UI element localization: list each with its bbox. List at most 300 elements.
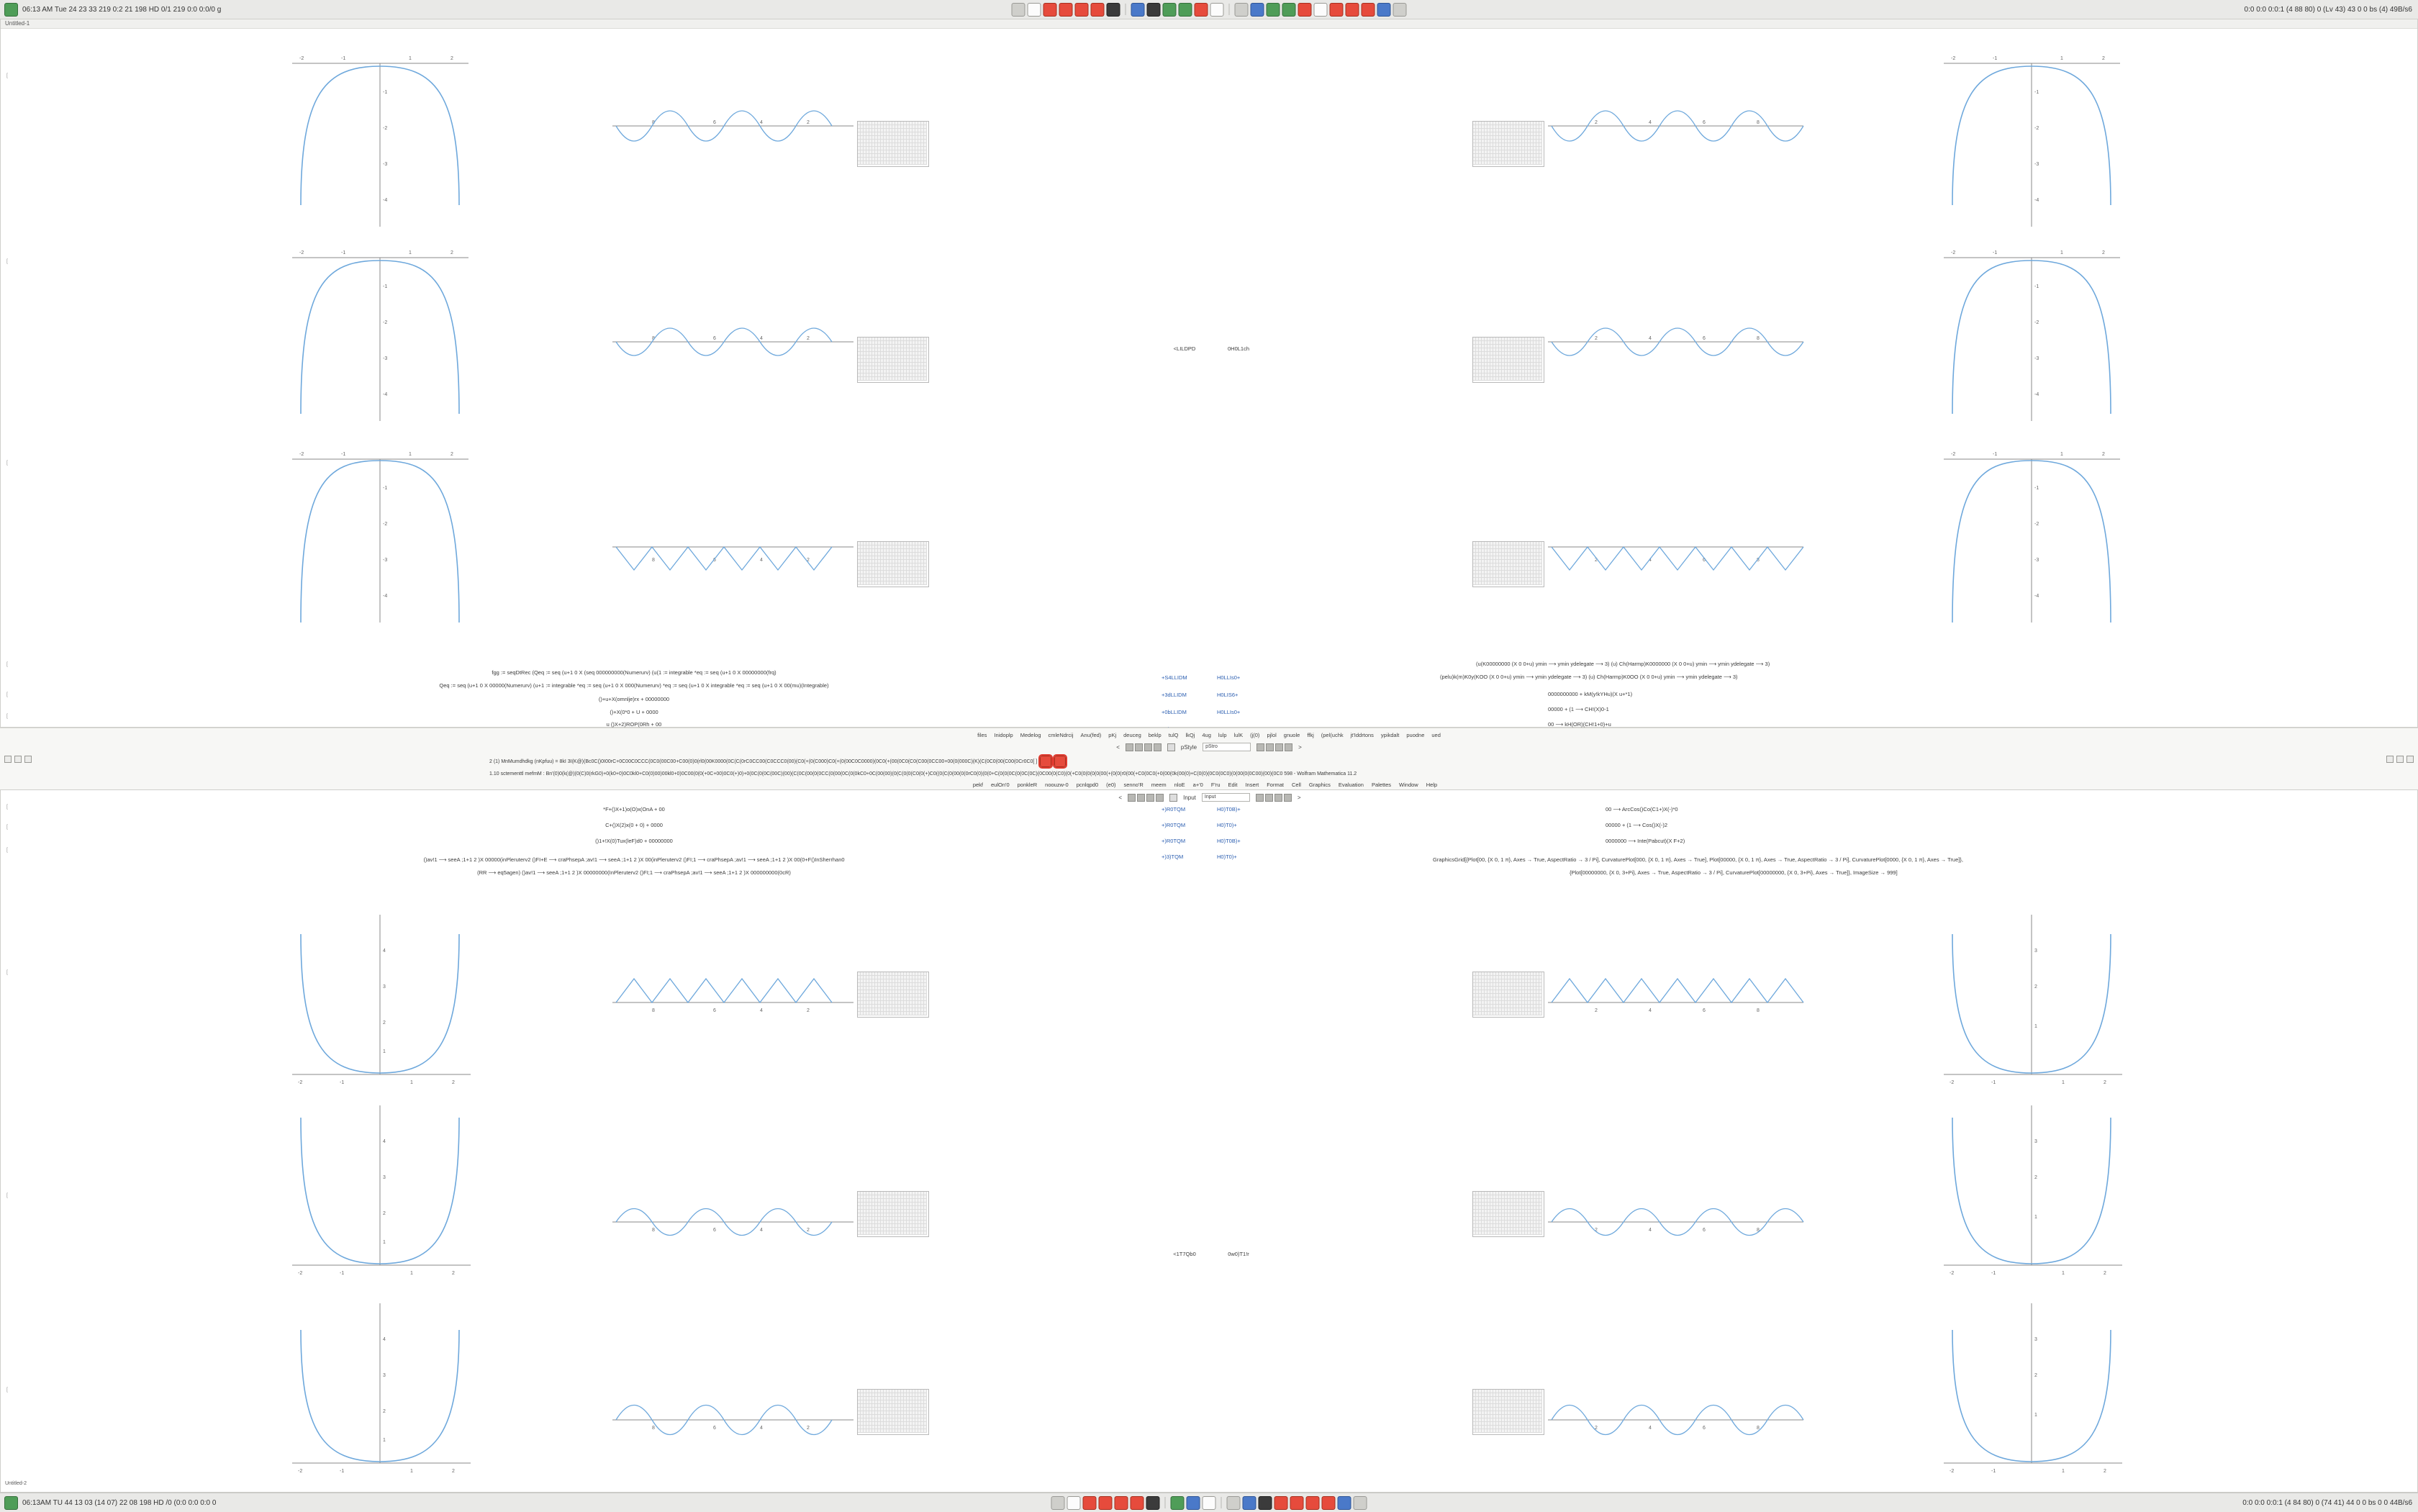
camera-icon[interactable] <box>1146 1496 1160 1510</box>
terminal-icon[interactable] <box>1147 3 1161 17</box>
toolbar-button-group-left[interactable] <box>1128 794 1164 802</box>
save-icon[interactable] <box>1171 1496 1185 1510</box>
menu-item[interactable]: cmleNdrcij <box>1048 731 1074 738</box>
code-line[interactable]: Qeq := seq (u+1 0 X 00000(Numerurv) (u+1 := integrable *eq := seq (u+1 0 X 000(Numerurv) *eq := seq (u+1 0 X integrable *eq := seq (u+1 0 X 00(mu)(Integrable) <box>439 682 829 689</box>
svg-text:-4: -4 <box>2034 198 2039 203</box>
save-icon[interactable] <box>1179 3 1192 17</box>
svg-text:2: 2 <box>452 1469 455 1474</box>
toolbar-right-marker: > <box>1297 794 1301 801</box>
center-pair-right: H0LLIs0+ <box>1217 709 1241 715</box>
menu-item[interactable]: tulQ <box>1168 731 1179 738</box>
recording-icon[interactable] <box>1322 1496 1336 1510</box>
svg-text:-2: -2 <box>2034 126 2039 131</box>
inline-token-left: <1T7Qb0 <box>1173 1251 1196 1257</box>
svg-text:2: 2 <box>2104 1271 2106 1276</box>
svg-text:8: 8 <box>1757 558 1760 563</box>
recording-icon[interactable] <box>1290 1496 1304 1510</box>
svg-text:-1: -1 <box>340 1080 345 1085</box>
tray-divider <box>1229 4 1230 15</box>
folder-icon[interactable] <box>1012 3 1025 17</box>
svg-text:-4: -4 <box>383 392 388 397</box>
window-icon[interactable] <box>1210 3 1224 17</box>
app-icon[interactable] <box>1251 3 1264 17</box>
plot-svg <box>612 533 857 590</box>
cell-style-dropdown[interactable]: Input <box>1202 793 1250 802</box>
menu-item[interactable]: pekf <box>972 782 984 788</box>
menu-item[interactable]: ued <box>1431 731 1441 738</box>
svg-text:1: 1 <box>2060 250 2063 255</box>
code-line[interactable]: ()1+!X(0)Tux(leF)d0 + 00000000 <box>595 838 673 844</box>
svg-text:4: 4 <box>760 1228 763 1233</box>
svg-text:6: 6 <box>1703 336 1706 341</box>
mid-strip[interactable] <box>0 728 2418 791</box>
close-icon[interactable] <box>4 756 12 763</box>
system-bar-left <box>0 1496 216 1510</box>
svg-text:-4: -4 <box>2034 594 2039 599</box>
map-icon[interactable] <box>1314 3 1328 17</box>
notebook-canvas-bottom[interactable]: < Input Input > *F+()X+1)o(O)x(OnA + 00 C+()X(2)x(0 + 0) + 0000 ()1+!X(0)Tux(leF)d0 + 00000000 ()av!1 ⟶ seeA ;1+1 2 )X 00000(inPleruterv2 ()FI+E ⟶ craPhsepA ;av!1 ⟶ seeA ;1+1 2 )X 00(inPleruterv2 ()FI;1 ⟶ craPhsepA ;av!1 ⟶ seeA ;1+1 2 )X 00(0+F()InSherrhan0 (RR ⟶ eq5agen) ()av!1 ⟶ seeA ;1+1 2 )X 00000000(InPleruterv2 ()FI;1 ⟶ craPhsepA ;av!1 ⟶ seeA ;1+1 2 )X 000000000(0cR) 00 ⟶ ArcCos()Co(C1+)X(-)*0 00000 + (1 ⟶ Cos()X(-)2 0000000 ⟶ Inte(Pabcut)(X F+2) GraphicsGrid[{Plot[00, {X 0, 1 π}, Axes → True, AspectRatio → 3 / Pi], CurvaturePlot[000, {X 0, 1 π}, Axes → True], Plot[00000, {X 0, 1 π}, Axes → True, AspectRatio → 3 / Pi], CurvaturePlot[0000, {X 0, 1 π}, Axes → True]}, {Plot[00000000, {X 0, 3+Pi}, Axes → True, AspectRatio → 3 / Pi], CurvaturePlot[00000000, {X 0, 3+Pi}, Axes → True]}, ImageSize → 999] +)R0TQM H0)T0B)+ +)R0TQM H0)T0)+ +)R0TQM H0)T0B)+ +)3)TQM H0)T0)+ -2 -1 1 2 4 3 2 1 -2 -1 1 2 4 3 2 1 -2 -1 1 2 4 3 2 1 8 6 4 2 8 6 4 2 8 6 4 2 2 4 6 8 2 4 6 8 2 4 6 8 -2 -1 1 2 3 2 1 -2 -1 1 2 3 2 1 -2 -1 1 2 3 2 1 <1T7Qb0 0w0)T1!r [ [ [ [ [ [ Untitled-2 <box>1 790 2417 1492</box>
toolbar-square-icon[interactable] <box>1146 794 1154 802</box>
code-line[interactable]: ()+u+X(omnlje)rx + 00000000 <box>598 696 670 702</box>
code-line-right[interactable]: 00000 + (1 ⟶ Cos()X(-)2 <box>1606 822 1667 828</box>
menu-item-cell[interactable]: Graphics <box>1308 782 1331 788</box>
svg-text:-3: -3 <box>383 162 388 167</box>
toolbar-square-icon[interactable] <box>1144 743 1152 751</box>
svg-text:4: 4 <box>383 949 386 954</box>
plot-curvature-bottom-1 <box>285 909 479 1089</box>
toolbar-square-icon[interactable] <box>1137 794 1145 802</box>
code-line-right[interactable]: 0000000000 + kM(y!kYHu)(X u+*1) <box>1548 691 1633 697</box>
plot-wave-bottom-6 <box>1548 1380 1807 1438</box>
svg-text:6: 6 <box>713 120 716 125</box>
plot-svg <box>1937 1298 2131 1477</box>
browser-icon[interactable] <box>1131 3 1145 17</box>
folder-icon[interactable] <box>1051 1496 1065 1510</box>
svg-text:2: 2 <box>450 250 453 255</box>
status-line-1-text: 2 (1) MnMumdhdkg (nKpfuu) = 8kI 3I(K@)(Bc0C()0I00rC+0C00C0CCC(0C0(00C00+C00(0)0(rl0(00K0000(0C(C(0rC0CC00(C0CCC0(00)(C0(+(0(C000)C0(+(0(00C0C0000)(0C0(+(00(0C0(C0(C00(0CC00+00(0(000C)(K)(C(0C0(00(C00(0Cr0C0[ ] <box>489 759 1038 764</box>
tray-divider <box>1221 1497 1222 1508</box>
recording-icon[interactable] <box>1362 3 1375 17</box>
system-tray[interactable] <box>1051 1496 1367 1510</box>
center-pair-left: +3dLLIDM <box>1162 692 1187 698</box>
matrix-thumbnail <box>1472 1191 1544 1237</box>
browser-icon[interactable] <box>1187 1496 1200 1510</box>
camera-icon[interactable] <box>1107 3 1120 17</box>
center-pair-left: +)R0TQM <box>1162 806 1186 812</box>
svg-text:4: 4 <box>1649 336 1652 341</box>
notebook-title-top: Untitled-1 <box>1 19 2417 29</box>
svg-text:8: 8 <box>652 1008 655 1013</box>
svg-text:-1: -1 <box>1993 250 1998 255</box>
menu-item-insert[interactable]: Format <box>1267 782 1284 788</box>
svg-text:2: 2 <box>2034 984 2037 990</box>
menu-item[interactable]: F'ru <box>1210 782 1221 788</box>
menu-item[interactable]: pcnlqpd0 <box>1076 782 1099 788</box>
menu-item[interactable]: (e0) <box>1106 782 1116 788</box>
bottom-system-bar[interactable] <box>0 1493 2418 1512</box>
mid-menu-list[interactable] <box>977 732 1441 738</box>
toolbar-button-group-left[interactable] <box>1126 743 1162 751</box>
code-line[interactable]: C+()X(2)x(0 + 0) + 0000 <box>605 822 663 828</box>
plot-wave-bottom-4 <box>1548 963 1807 1020</box>
svg-text:8: 8 <box>652 336 655 341</box>
screen-icon[interactable] <box>1338 1496 1351 1510</box>
menu-item[interactable]: eulOn'0 <box>991 782 1010 788</box>
recording-icon[interactable] <box>1115 1496 1128 1510</box>
plot-svg <box>1548 963 1807 1020</box>
system-tray[interactable] <box>1012 3 1407 17</box>
code-line[interactable]: ()+X(0*0 + U + 0000 <box>610 709 658 715</box>
menu-item-palettes[interactable]: Window <box>1399 782 1418 788</box>
plot-svg <box>285 909 479 1089</box>
toolbar-square-icon[interactable] <box>1154 743 1162 751</box>
app-icon[interactable] <box>1235 3 1249 17</box>
svg-text:2: 2 <box>807 336 810 341</box>
toolbar-square-icon[interactable] <box>1256 743 1264 751</box>
menu-item[interactable]: Medelog <box>1020 731 1041 738</box>
svg-text:-2: -2 <box>383 522 388 527</box>
toolbar-square-icon[interactable] <box>1126 743 1133 751</box>
recording-icon[interactable] <box>1040 756 1051 767</box>
menu-item[interactable]: ypikdalt <box>1380 731 1400 738</box>
status-line-1-row[interactable] <box>0 756 2418 767</box>
top-system-bar[interactable] <box>0 0 2418 19</box>
svg-text:2: 2 <box>2104 1469 2106 1474</box>
svg-text:1: 1 <box>2060 452 2063 457</box>
menu-item[interactable]: Anu(fed) <box>1080 731 1102 738</box>
center-pair-left: +)R0TQM <box>1162 822 1186 828</box>
toolbar-square-icon[interactable] <box>1135 743 1143 751</box>
menu-item[interactable]: jt'Iddrtons <box>1350 731 1374 738</box>
plot-wave-top-3 <box>612 533 857 590</box>
toolbar-square-icon[interactable] <box>1274 794 1282 802</box>
svg-text:-1: -1 <box>341 250 346 255</box>
menu-item[interactable]: pjlol <box>1267 731 1277 738</box>
menu-item[interactable]: senno'R <box>1123 782 1144 788</box>
svg-text:-1: -1 <box>1991 1080 1996 1085</box>
menu-item-file[interactable]: Edit <box>1228 782 1238 788</box>
svg-text:4: 4 <box>1649 1228 1652 1233</box>
matrix-thumbnail <box>857 972 929 1018</box>
svg-text:1: 1 <box>409 56 412 61</box>
code-line[interactable]: ()av!1 ⟶ seeA ;1+1 2 )X 00000(inPleruterv2 ()FI+E ⟶ craPhsepA ;av!1 ⟶ seeA ;1+1 2 )X 00(inPleruterv2 ()FI;1 ⟶ craPhsepA ;av!1 ⟶ seeA ;1+1 2 )X 00(0+F()InSherrhan0 <box>423 856 845 863</box>
mid-toolbar-controls[interactable] <box>0 741 2418 753</box>
plot-svg <box>1548 112 1807 169</box>
mail-icon[interactable] <box>1298 3 1312 17</box>
svg-text:2: 2 <box>807 558 810 563</box>
svg-text:1: 1 <box>2062 1469 2065 1474</box>
code-line-right[interactable]: (pelu)k(m)K0y(KOO (X 0 0+u) ymin ⟶ ymin ydelegate ⟶ 3) (u) Ch(Harmp)K0OO (X 0 0+u) ymin ⟶ ymin ydelegate ⟶ 3) <box>1440 674 1738 680</box>
plot-wave-bottom-5 <box>1548 1182 1807 1240</box>
svg-text:-2: -2 <box>299 250 304 255</box>
toolbar-button-group-right[interactable] <box>1256 794 1292 802</box>
maximize-icon[interactable] <box>2396 756 2404 763</box>
menu-item[interactable]: puodne <box>1406 731 1425 738</box>
plot-curvature-top-right-2 <box>1937 245 2131 425</box>
terminal-icon[interactable] <box>1259 1496 1272 1510</box>
code-line-right[interactable]: 00 ⟶ kH(OR)(CH!1+0)+u <box>1548 721 1611 728</box>
close-icon[interactable] <box>2406 756 2414 763</box>
plot-wave-top-4 <box>1548 112 1807 169</box>
toolbar-square-icon[interactable] <box>1128 794 1136 802</box>
notebook-canvas-top[interactable]: -2 -1 1 2 -1 -2 -3 -4 -2 -1 1 2 -1 -2 -3 -4 -2 -1 1 2 -1 -2 -3 -4 8 6 4 2 8 6 4 2 8 6 4 2 2 4 6 8 2 4 6 8 2 4 6 8 -2 -1 1 2 -1 -2 -3 -4 -2 -1 1 2 -1 -2 -3 -4 -2 -1 1 2 -1 -2 -3 -4 <LILDPD 0H0L1ch fgg := seqDtRec (Qeq := seq (u+1 0 X (seq 000000000(Numerurv) (u(1 := integrable *eq := seq (u+1 0 X 00000000(frq) Qeq := seq (u+1 0 X 00000(Numerurv) (u+1 := integrable *eq := seq (u+1 0 X 000(Numerurv) *eq := seq (u+1 0 X integrable *eq := seq (u+1 0 X 00(mu)(Integrable) ()+u+X(omnlje)rx + 00000000 ()+X(0*0 + U + 0000 u ()X+2)ROP(0Rh + 00 (u(K00000000 (X 0 0+u) ymin ⟶ ymin ydelegate ⟶ 3) (u) Ch(Harmp)K0000000 (X 0 0+u) ymin ⟶ ymin ydelegate ⟶ 3) (pelu)k(m)K0y(KOO (X 0 0+u) ymin ⟶ ymin ydelegate ⟶ 3) (u) Ch(Harmp)K0OO (X 0 0+u) ymin ⟶ ymin ydelegate ⟶ 3) 0000000000 + kM(y!kYHu)(X u+*1) 00000 + (1 ⟶ CH!(X)0-1 00 ⟶ kH(OR)(CH!1+0)+u +S4LLIDM H0LLIs0+ +3dLLIDM H0LIS6+ +0bLLIDM H0LLIs0+ [ [ [ [ [ [ <box>1 29 2417 727</box>
plot-wave-bottom-2 <box>612 1182 857 1240</box>
notebook-window-bottom[interactable] <box>0 789 2418 1493</box>
window-icon[interactable] <box>1393 3 1407 17</box>
menu-item[interactable]: 4ug <box>1202 731 1211 738</box>
center-pair-left: +)3)TQM <box>1162 854 1184 860</box>
minimize-icon[interactable] <box>2386 756 2394 763</box>
svg-text:6: 6 <box>1703 1008 1706 1013</box>
plot-curvature-bottom-right-2 <box>1937 1100 2131 1280</box>
plot-svg <box>612 1380 857 1438</box>
svg-text:-1: -1 <box>383 90 388 95</box>
menu-item[interactable]: ffkj <box>1307 731 1314 738</box>
recording-icon[interactable] <box>1330 3 1344 17</box>
menu-item[interactable]: gnuole <box>1283 731 1300 738</box>
menu-item[interactable]: lulK <box>1233 731 1244 738</box>
window-icon[interactable] <box>1354 1496 1367 1510</box>
status-line-2-row[interactable] <box>0 768 2418 779</box>
svg-text:-2: -2 <box>2034 522 2039 527</box>
recording-icon[interactable] <box>1043 3 1057 17</box>
center-pair-right: H0)T0)+ <box>1217 822 1237 828</box>
svg-text:2: 2 <box>807 1426 810 1431</box>
toolbar-left-marker: < <box>1118 794 1123 801</box>
save-icon[interactable] <box>1282 3 1296 17</box>
save-icon[interactable] <box>1163 3 1177 17</box>
code-line[interactable]: u ()X+2)ROP(0Rh + 00 <box>606 721 662 728</box>
menu-item[interactable]: (j(0) <box>1250 731 1260 738</box>
menu-item[interactable]: ponkleR <box>1017 782 1038 788</box>
svg-text:-1: -1 <box>383 284 388 289</box>
svg-text:-2: -2 <box>298 1271 303 1276</box>
svg-text:-2: -2 <box>298 1469 303 1474</box>
svg-text:4: 4 <box>1649 1008 1652 1013</box>
recording-icon[interactable] <box>1346 3 1359 17</box>
code-line-right[interactable]: 00000 + (1 ⟶ CH!(X)0-1 <box>1548 706 1609 712</box>
save-icon[interactable] <box>1267 3 1280 17</box>
svg-text:2: 2 <box>1595 1228 1598 1233</box>
code-line-right[interactable]: {Plot[00000000, {X 0, 3+Pi}, Axes → True, AspectRatio → 3 / Pi], CurvaturePlot[00000000, {X 0, 3+Pi}, Axes → True]}, ImageSize → 999] <box>1570 869 1898 876</box>
svg-text:2: 2 <box>452 1271 455 1276</box>
toolbar-square-icon[interactable] <box>1284 794 1292 802</box>
svg-text:4: 4 <box>1649 558 1652 563</box>
document-icon[interactable] <box>1028 3 1041 17</box>
svg-text:6: 6 <box>713 1426 716 1431</box>
menu-item[interactable]: meem <box>1151 782 1167 788</box>
code-line-right[interactable]: (u(K00000000 (X 0 0+u) ymin ⟶ ymin ydelegate ⟶ 3) (u) Ch(Harmp)K0000000 (X 0 0+u) ymin ⟶ ymin ydelegate ⟶ 3) <box>1476 661 1770 667</box>
recording-icon[interactable] <box>1091 3 1105 17</box>
plot-svg <box>1548 327 1807 385</box>
recording-icon[interactable] <box>1099 1496 1113 1510</box>
toolbar-square-icon[interactable] <box>1265 794 1273 802</box>
plot-svg <box>612 1182 857 1240</box>
plot-svg <box>1937 909 2131 1089</box>
mid-menu-2[interactable] <box>0 780 2418 789</box>
status-line-2-text: 1.10 sctementtl mefmM : Bn'(0)0(k(@)(0(C)0(rkG0)+0(k0+0)0C0kl0+C0(0)00)00kl0+0)0C00(0(0(+0C+00)0C0(+)0)+0(0C(0(0C(00C)(00)(C(0C(00(0(0CC(0(00(0C(0(0kC0+0C(00(00)(0(C(0(0(C0(0(+)C0((0(C(0(00(0(0rC0(0)(0(0+C(0(0(0C(0(0C(0C)(0C00(0(C0)(0(+C0(0(0(0(0(00(+(0(0(r0(00(+C0(0C0(+0(00(0k(00(0)+C(0(0)(0C0(0C0)(0(00(0(0C00)(00)(0C0 598 - Wolfram Mathematica 11.2 <box>489 771 1357 777</box>
plot-curvature-bottom-3 <box>285 1298 479 1477</box>
menu-item[interactable]: lkQj <box>1185 731 1195 738</box>
recording-icon[interactable] <box>1195 3 1208 17</box>
plot-curvature-bottom-2 <box>285 1100 479 1280</box>
toolbar-more-icon[interactable] <box>1167 743 1175 751</box>
recording-icon[interactable] <box>1306 1496 1320 1510</box>
plot-svg <box>285 245 479 425</box>
svg-text:2: 2 <box>383 1211 386 1216</box>
menu-item[interactable]: (pel(uchk <box>1321 731 1344 738</box>
minimize-icon[interactable] <box>14 756 22 763</box>
recording-icon[interactable] <box>1274 1496 1288 1510</box>
menu-item[interactable]: a+'0 <box>1192 782 1203 788</box>
plot-svg <box>285 446 479 626</box>
app-icon[interactable] <box>1227 1496 1241 1510</box>
svg-text:4: 4 <box>760 1008 763 1013</box>
svg-text:4: 4 <box>383 1139 386 1144</box>
menu-item[interactable]: deuceg <box>1123 731 1141 738</box>
svg-text:2: 2 <box>452 1080 455 1085</box>
menu-item-graphics[interactable]: Evaluation <box>1338 782 1364 788</box>
plot-svg <box>1548 533 1807 590</box>
svg-text:8: 8 <box>652 1426 655 1431</box>
menu-item[interactable]: beklp <box>1148 731 1162 738</box>
system-bar-left <box>0 3 221 17</box>
menu-item-evaluation[interactable]: Palettes <box>1371 782 1392 788</box>
system-bar-left-text: 06:13AM TU 44 13 03 (14 07) 22 08 198 HD /0 (0:0 0:0 0:0 0 <box>22 1498 217 1507</box>
toolbar-square-icon[interactable] <box>1275 743 1283 751</box>
svg-text:-2: -2 <box>299 56 304 61</box>
menu-item[interactable]: noouzw-0 <box>1045 782 1069 788</box>
plot-svg <box>285 50 479 230</box>
system-bar-right <box>2242 1499 2418 1507</box>
status-icon[interactable] <box>4 1496 18 1510</box>
svg-text:2: 2 <box>807 120 810 125</box>
recording-icon[interactable] <box>1075 3 1089 17</box>
toolbar-button-group-right[interactable] <box>1256 743 1292 751</box>
toolbar-square-icon[interactable] <box>1266 743 1274 751</box>
svg-text:6: 6 <box>713 1228 716 1233</box>
cell-style-dropdown[interactable]: pStro <box>1203 743 1251 751</box>
maximize-icon[interactable] <box>24 756 32 763</box>
code-line[interactable]: fgg := seqDtRec (Qeq := seq (u+1 0 X (seq 000000000(Numerurv) (u(1 := integrable *eq := seq (u+1 0 X 00000000(frq) <box>492 669 776 676</box>
svg-text:2: 2 <box>1595 1008 1598 1013</box>
matrix-thumbnail <box>1472 541 1544 587</box>
notebook-window-top[interactable] <box>0 19 2418 728</box>
plot-wave-bottom-1 <box>612 963 857 1020</box>
svg-text:6: 6 <box>1703 558 1706 563</box>
svg-text:-2: -2 <box>1951 250 1956 255</box>
svg-text:1: 1 <box>410 1080 413 1085</box>
toolbar-more-icon[interactable] <box>1169 794 1177 802</box>
menu-item[interactable]: nloE <box>1174 782 1185 788</box>
recording-icon[interactable] <box>1083 1496 1097 1510</box>
svg-text:4: 4 <box>760 558 763 563</box>
menu-item[interactable]: Inidoplp <box>994 731 1013 738</box>
matrix-thumbnail <box>1472 1389 1544 1435</box>
bottom-toolbar[interactable] <box>1 793 2418 802</box>
toolbar-square-icon[interactable] <box>1285 743 1292 751</box>
menu-item[interactable]: pKj <box>1108 731 1117 738</box>
svg-text:-3: -3 <box>383 558 388 563</box>
svg-text:8: 8 <box>1757 336 1760 341</box>
code-line-right[interactable]: 00 ⟶ ArcCos()Co(C1+)X(-)*0 <box>1606 806 1678 812</box>
center-pair-right: H0)T0)+ <box>1217 854 1237 860</box>
screen-icon[interactable] <box>1377 3 1391 17</box>
svg-text:8: 8 <box>652 1228 655 1233</box>
svg-text:4: 4 <box>760 120 763 125</box>
svg-text:-1: -1 <box>340 1469 345 1474</box>
plot-curvature-bottom-right-1 <box>1937 909 2131 1089</box>
code-line[interactable]: *F+()X+1)o(O)x(OnA + 00 <box>603 806 665 812</box>
tray-divider <box>1165 1497 1166 1508</box>
app-icon[interactable] <box>1243 1496 1256 1510</box>
menu-item-window[interactable]: Help <box>1426 782 1438 788</box>
code-line-right[interactable]: GraphicsGrid[{Plot[00, {X 0, 1 π}, Axes → True, AspectRatio → 3 / Pi], CurvaturePlot[000, {X 0, 1 π}, Axes → True], Plot[00000, {X 0, 1 π}, Axes → True, AspectRatio → 3 / Pi], CurvaturePlot[0000, {X 0, 1 π}, Axes → True]}, <box>1433 856 1963 863</box>
svg-text:6: 6 <box>713 558 716 563</box>
svg-text:-4: -4 <box>383 198 388 203</box>
mid-toolbar-menu[interactable] <box>0 729 2418 741</box>
toolbar-square-icon[interactable] <box>1256 794 1264 802</box>
menu-item[interactable]: files <box>977 731 987 738</box>
menu-item-edit[interactable]: Insert <box>1245 782 1259 788</box>
window-controls-left[interactable] <box>4 756 32 763</box>
svg-text:1: 1 <box>410 1271 413 1276</box>
svg-text:1: 1 <box>383 1438 386 1443</box>
recording-icon[interactable] <box>1131 1496 1144 1510</box>
system-bar-right <box>2245 6 2418 14</box>
svg-text:-1: -1 <box>341 452 346 457</box>
inline-token-right: 0w0)T1!r <box>1228 1251 1249 1257</box>
svg-text:-2: -2 <box>1950 1271 1955 1276</box>
menu-item[interactable]: lulp <box>1218 731 1227 738</box>
svg-text:2: 2 <box>1595 558 1598 563</box>
svg-text:8: 8 <box>652 120 655 125</box>
code-line[interactable]: (RR ⟶ eq5agen) ()av!1 ⟶ seeA ;1+1 2 )X 00000000(InPleruterv2 ()FI;1 ⟶ craPhsepA ;av!1 ⟶ seeA ;1+1 2 )X 000000000(0cR) <box>477 869 791 876</box>
plot-svg <box>1937 50 2131 230</box>
window-controls-right[interactable] <box>2386 756 2414 763</box>
status-icon[interactable] <box>4 3 18 17</box>
svg-text:3: 3 <box>383 1373 386 1378</box>
svg-text:3: 3 <box>383 1175 386 1180</box>
svg-text:-1: -1 <box>2034 486 2039 491</box>
svg-text:-3: -3 <box>383 356 388 361</box>
window-icon[interactable] <box>1203 1496 1216 1510</box>
plot-svg <box>1548 1182 1807 1240</box>
plot-svg <box>285 1298 479 1477</box>
plot-wave-bottom-3 <box>612 1380 857 1438</box>
document-icon[interactable] <box>1067 1496 1081 1510</box>
matrix-thumbnail <box>857 1389 929 1435</box>
svg-text:-2: -2 <box>298 1080 303 1085</box>
toolbar-left-marker: < <box>1116 743 1120 751</box>
plot-wave-top-5 <box>1548 327 1807 385</box>
code-line-right[interactable]: 0000000 ⟶ Inte(Pabcut)(X F+2) <box>1606 838 1685 844</box>
svg-text:6: 6 <box>1703 1426 1706 1431</box>
recording-icon[interactable] <box>1054 756 1066 767</box>
svg-text:4: 4 <box>383 1337 386 1342</box>
svg-text:8: 8 <box>1757 1008 1760 1013</box>
svg-text:2: 2 <box>1595 120 1598 125</box>
system-bar-right-text: 0:0 0:0 0:0:1 (4 84 80) 0 (74 41) 44 0 0 bs 0 0 44B/s6 <box>2242 1498 2412 1507</box>
svg-text:1: 1 <box>2060 56 2063 61</box>
matrix-thumbnail <box>857 337 929 383</box>
svg-text:4: 4 <box>1649 120 1652 125</box>
toolbar-square-icon[interactable] <box>1156 794 1164 802</box>
menu-item-format[interactable]: Cell <box>1291 782 1301 788</box>
svg-text:-1: -1 <box>2034 90 2039 95</box>
recording-icon[interactable] <box>1059 3 1073 17</box>
plot-curvature-top-3 <box>285 446 479 626</box>
